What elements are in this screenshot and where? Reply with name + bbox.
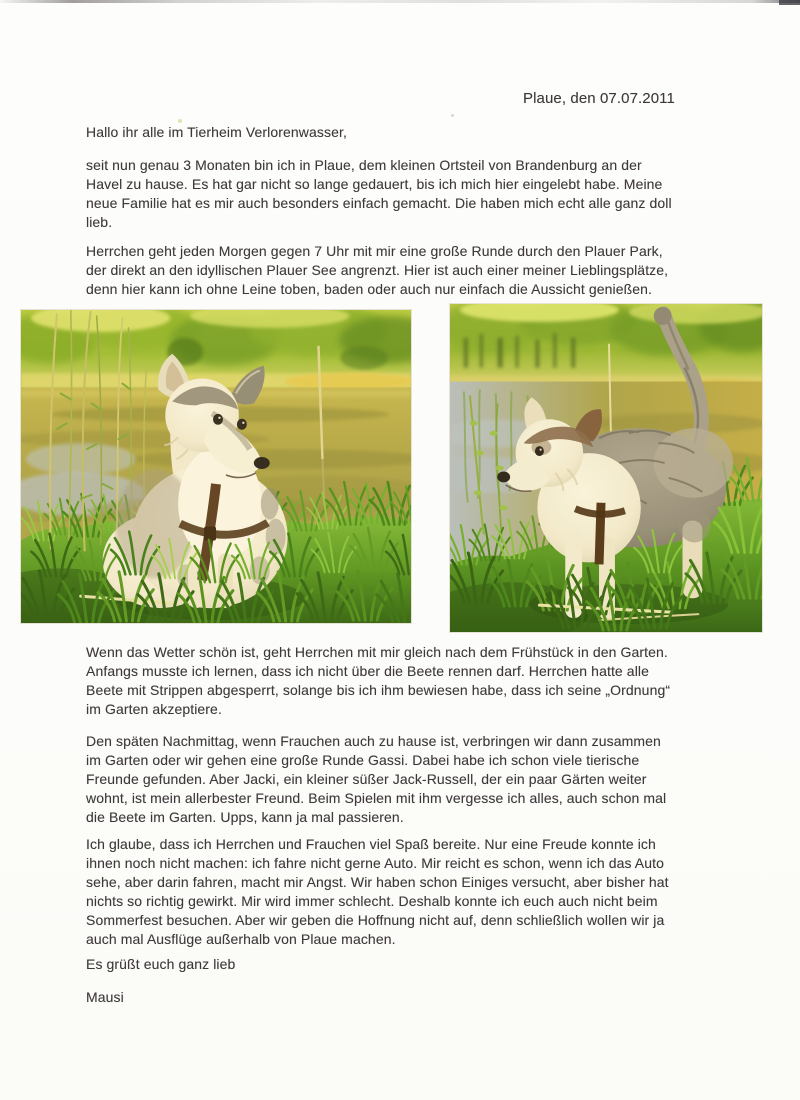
letter-line: Freunde gefunden. Aber Jacki, ein kleiner süßer Jack-Russell, der ein paar Gärten weiter bbox=[86, 771, 647, 787]
letter-closing: Es grüßt euch ganz lieb bbox=[86, 956, 236, 972]
photo-dog-standing-lakeside bbox=[449, 303, 763, 633]
letter-line: Sommerfest besuchen. Aber wir geben die Hoffnung nicht auf, denn schließlich wollen wir ja bbox=[86, 912, 665, 928]
photo-dog-sitting-lakeside bbox=[20, 309, 412, 624]
letter-line: neue Familie hat es mir auch besonders einfach gemacht. Die haben mich echt alle ganz doll bbox=[86, 195, 672, 211]
letter-line: wohnt, ist mein allerbester Freund. Beim Spielen mit ihm vergesse ich alles, auch schon mal bbox=[86, 790, 667, 806]
letter-paragraph-4 bbox=[86, 732, 666, 827]
letter-line: Ich glaube, dass ich Herrchen und Frauchen viel Spaß bereite. Nur eine Freude konnte ich bbox=[86, 836, 656, 852]
letter-signature: Mausi bbox=[86, 989, 124, 1005]
letter-paragraph-3 bbox=[86, 643, 670, 719]
scan-artifact-top-edge bbox=[0, 0, 800, 3]
letter-line: der direkt an den idyllischen Plauer See angrenzt. Hier ist auch einer meiner Lieblingsplätze, bbox=[86, 262, 669, 278]
letter-paragraph-5 bbox=[86, 835, 669, 949]
letter-paragraph-2 bbox=[86, 242, 668, 299]
letter-line: Den späten Nachmittag, wenn Frauchen auch zu hause ist, verbringen wir dann zusammen bbox=[86, 733, 661, 749]
letter-line: seit nun genau 3 Monaten bin ich in Plaue, dem kleinen Ortsteil von Brandenburg an der bbox=[86, 157, 642, 173]
letter-line: denn hier kann ich ohne Leine toben, baden oder auch nur einfach die Aussicht genießen. bbox=[86, 281, 652, 297]
letter-line: im Garten akzeptiere. bbox=[86, 701, 222, 717]
letter-line: sehe, aber darin fahren, macht mir Angst. Wir haben schon Einiges versucht, aber bisher hat bbox=[86, 874, 669, 890]
letter-line: ihnen noch nicht machen: ich fahre nicht gerne Auto. Mir reicht es schon, wenn ich das Auto bbox=[86, 855, 664, 871]
letter-salutation: Hallo ihr alle im Tierheim Verlorenwasser, bbox=[86, 124, 347, 140]
letter-line: nichts so richtig gewirkt. Mir wird immer schlecht. Deshalb konnte ich euch auch nicht beim bbox=[86, 893, 658, 909]
letter-line: Wenn das Wetter schön ist, geht Herrchen mit mir gleich nach dem Frühstück in den Garten. bbox=[86, 644, 668, 660]
scan-artifact-top-right-mark bbox=[779, 0, 800, 5]
letter-line: Havel zu hause. Es hat gar nicht so lange gedauert, bis ich mich hier eingelebt habe. Meine bbox=[86, 176, 663, 192]
letter-paragraph-1 bbox=[86, 156, 672, 232]
letter-line: auch mal Ausflüge außerhalb von Plaue machen. bbox=[86, 931, 396, 947]
letter-line: die Beete im Garten. Upps, kann ja mal passieren. bbox=[86, 809, 404, 825]
letter-line: Anfangs musste ich lernen, dass ich nicht über die Beete rennen darf. Herrchen hatte alle bbox=[86, 663, 649, 679]
letter-line: Beete mit Strippen abgesperrt, solange bis ich ihm bewiesen habe, dass ich seine „Ordnung“ bbox=[86, 682, 671, 698]
scan-speck bbox=[451, 114, 454, 117]
letter-line: Herrchen geht jeden Morgen gegen 7 Uhr mit mir eine große Runde durch den Plauer Park, bbox=[86, 243, 663, 259]
letter-date: Plaue, den 07.07.2011 bbox=[523, 90, 675, 107]
letter-line: im Garten oder wir gehen eine große Runde Gassi. Dabei habe ich schon viele tierische bbox=[86, 752, 640, 768]
letter-line: lieb. bbox=[86, 214, 113, 230]
